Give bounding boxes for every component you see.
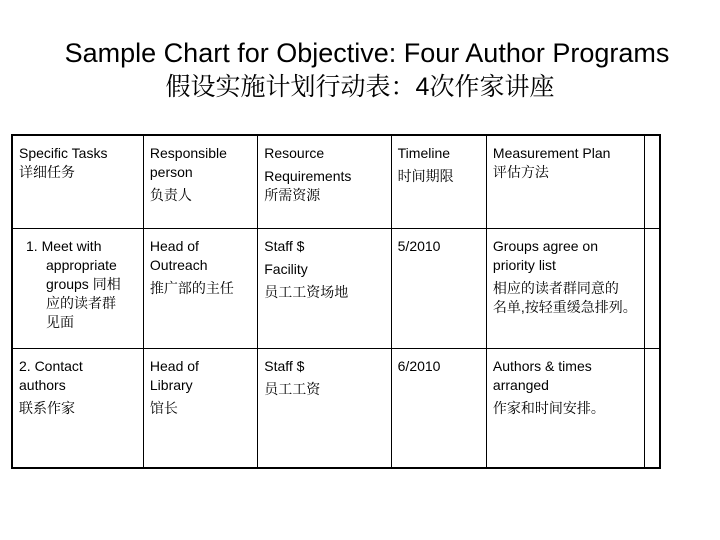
header-text: Measurement Plan bbox=[492, 145, 611, 161]
measurement-cell bbox=[486, 229, 644, 349]
header-resource-requirements bbox=[258, 135, 391, 229]
measurement-text-cn: 相应的读者群同意的 bbox=[492, 280, 619, 296]
measurement-text: priority list bbox=[492, 257, 556, 273]
header-text: Requirements bbox=[264, 168, 352, 184]
responsible-text: Head of bbox=[149, 358, 199, 374]
action-plan-table bbox=[11, 134, 661, 469]
measurement-cell bbox=[486, 349, 644, 469]
measurement-text: Groups agree on bbox=[492, 238, 598, 254]
task-text-cn: 联系作家 bbox=[19, 400, 75, 416]
table-row bbox=[12, 349, 660, 469]
resources-text: Staff $ bbox=[264, 238, 305, 254]
measurement-text: Authors & times bbox=[492, 358, 592, 374]
task-text: authors bbox=[19, 377, 66, 393]
header-text-cn: 评估方法 bbox=[492, 164, 549, 180]
resources-text: Staff $ bbox=[264, 358, 305, 374]
header-text-cn: 负责人 bbox=[149, 187, 192, 203]
task-text: groups 同相 bbox=[46, 276, 121, 292]
header-text-cn: 所需资源 bbox=[264, 187, 321, 203]
measurement-text: arranged bbox=[492, 377, 549, 393]
task-text: 1. Meet with bbox=[26, 238, 102, 254]
resources-text-cn: 员工工资场地 bbox=[264, 284, 349, 300]
resources-text: Facility bbox=[264, 261, 308, 277]
extra-column-cell bbox=[645, 229, 660, 349]
extra-column-cell bbox=[645, 135, 660, 229]
responsible-text-cn: 推广部的主任 bbox=[149, 280, 234, 296]
table-header-row bbox=[12, 135, 660, 229]
header-text: Timeline bbox=[397, 145, 451, 161]
page-title-chinese: 假设实施计划行动表：4次作家讲座 bbox=[165, 73, 555, 101]
task-text: appropriate bbox=[46, 257, 117, 273]
header-measurement-plan bbox=[486, 135, 644, 229]
timeline-cell bbox=[391, 349, 486, 469]
responsible-cell bbox=[143, 229, 257, 349]
task-text: 见面 bbox=[46, 314, 74, 330]
header-text-cn: 详细任务 bbox=[19, 164, 75, 180]
resources-cell bbox=[258, 349, 391, 469]
header-responsible-person bbox=[143, 135, 257, 229]
header-text: Resource bbox=[264, 145, 325, 161]
header-text: Specific Tasks bbox=[19, 145, 108, 161]
timeline-text: 6/2010 bbox=[397, 358, 441, 374]
table-row bbox=[12, 229, 660, 349]
header-text-cn: 时间期限 bbox=[397, 168, 454, 184]
measurement-text-cn: 名单,按轻重缓急排列。 bbox=[492, 299, 637, 315]
responsible-text: Outreach bbox=[149, 257, 208, 273]
header-text: person bbox=[149, 164, 193, 180]
responsible-text-cn: 馆长 bbox=[149, 400, 178, 416]
responsible-text: Library bbox=[149, 377, 193, 393]
header-specific-tasks bbox=[12, 135, 143, 229]
measurement-text-cn: 作家和时间安排。 bbox=[492, 400, 605, 416]
responsible-text: Head of bbox=[149, 238, 199, 254]
resources-cell bbox=[258, 229, 391, 349]
responsible-cell bbox=[143, 349, 257, 469]
page-title-english: Sample Chart for Objective: Four Author Programs bbox=[64, 38, 670, 68]
task-cell bbox=[12, 349, 143, 469]
task-text: 应的读者群 bbox=[46, 295, 116, 311]
header-timeline bbox=[391, 135, 486, 229]
task-text: 2. Contact bbox=[19, 358, 83, 374]
title-block bbox=[0, 36, 720, 104]
task-cell bbox=[12, 229, 143, 349]
extra-column-cell bbox=[645, 349, 660, 469]
timeline-cell bbox=[391, 229, 486, 349]
resources-text-cn: 员工工资 bbox=[264, 381, 321, 397]
timeline-text: 5/2010 bbox=[397, 238, 441, 254]
header-text: Responsible bbox=[149, 145, 227, 161]
